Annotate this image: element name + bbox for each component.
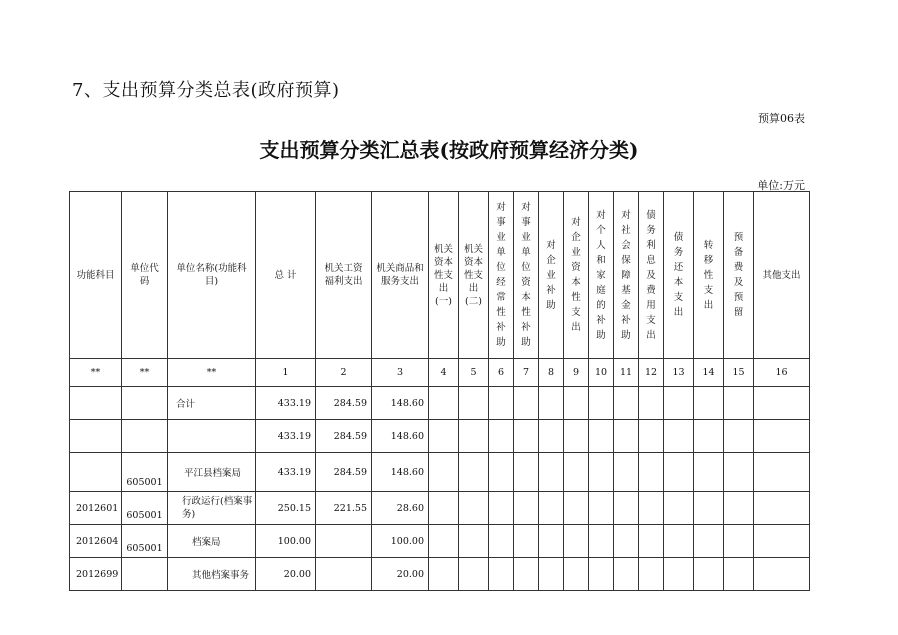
header-cell: 转移性支出 [694, 192, 724, 359]
unit-code [122, 558, 168, 591]
index-cell: 15 [724, 359, 754, 387]
index-cell: 11 [614, 359, 639, 387]
header-cell: 债务还本支出 [664, 192, 694, 359]
unit-name [168, 420, 256, 453]
header-cell: 债务利息及费用支出 [639, 192, 664, 359]
index-cell: 6 [489, 359, 514, 387]
index-cell: ** [122, 359, 168, 387]
function-code: 2012601 [70, 492, 122, 525]
header-cell: 其他支出 [754, 192, 810, 359]
total-value: 433.19 [256, 453, 316, 492]
unit-code: 605001 [122, 492, 168, 525]
table-row [70, 387, 810, 420]
index-cell: 7 [514, 359, 539, 387]
unit-name: 其他档案事务 [168, 558, 256, 591]
header-cell: 功能科目 [70, 192, 122, 359]
unit-name: 合计 [168, 387, 256, 420]
header-cell: 对个人和家庭的补助 [589, 192, 614, 359]
salary-value [316, 525, 372, 558]
header-cell: 机关资本性支出(二) [459, 192, 489, 359]
index-cell: 13 [664, 359, 694, 387]
header-cell: 对事业单位资本性补助 [514, 192, 539, 359]
header-cell: 单位名称(功能科目) [168, 192, 256, 359]
index-cell: 3 [372, 359, 429, 387]
header-cell: 预备费及预留 [724, 192, 754, 359]
unit-code [122, 387, 168, 420]
total-value: 100.00 [256, 525, 316, 558]
goods-services-value: 20.00 [372, 558, 429, 591]
index-cell: 12 [639, 359, 664, 387]
index-cell: 5 [459, 359, 489, 387]
goods-services-value: 100.00 [372, 525, 429, 558]
function-code [70, 453, 122, 492]
index-cell: 16 [754, 359, 810, 387]
index-cell: ** [168, 359, 256, 387]
total-value: 433.19 [256, 387, 316, 420]
index-cell: 1 [256, 359, 316, 387]
index-cell: 14 [694, 359, 724, 387]
index-row [70, 359, 810, 387]
unit-name: 平江县档案局 [168, 453, 256, 492]
table-row [70, 492, 810, 525]
table-row [70, 525, 810, 558]
table-title: 支出预算分类汇总表(按政府预算经济分类) [259, 138, 639, 162]
index-cell: 4 [429, 359, 459, 387]
unit-code [122, 420, 168, 453]
unit-code: 605001 [122, 453, 168, 492]
goods-services-value: 148.60 [372, 387, 429, 420]
table-row [70, 420, 810, 453]
goods-services-value: 28.60 [372, 492, 429, 525]
header-cell: 对企业资本性支出 [564, 192, 589, 359]
header-cell: 对企业补助 [539, 192, 564, 359]
unit-name: 行政运行(档案事务) [168, 492, 256, 525]
unit-code: 605001 [122, 525, 168, 558]
total-value: 250.15 [256, 492, 316, 525]
salary-value: 284.59 [316, 453, 372, 492]
index-cell: 2 [316, 359, 372, 387]
index-cell: 10 [589, 359, 614, 387]
unit-name: 档案局 [168, 525, 256, 558]
salary-value [316, 558, 372, 591]
salary-value: 284.59 [316, 387, 372, 420]
section-heading: 7、支出预算分类总表(政府预算) [72, 80, 340, 101]
goods-services-value: 148.60 [372, 453, 429, 492]
function-code [70, 387, 122, 420]
form-number: 预算06表 [758, 112, 805, 125]
header-row [70, 192, 810, 359]
total-value: 20.00 [256, 558, 316, 591]
index-cell: ** [70, 359, 122, 387]
goods-services-value: 148.60 [372, 420, 429, 453]
index-cell: 9 [564, 359, 589, 387]
salary-value: 284.59 [316, 420, 372, 453]
header-cell: 对社会保障基金补助 [614, 192, 639, 359]
table-row [70, 558, 810, 591]
function-code: 2012604 [70, 525, 122, 558]
salary-value: 221.55 [316, 492, 372, 525]
unit-label: 单位:万元 [757, 179, 805, 192]
header-cell: 总 计 [256, 192, 316, 359]
budget-table [69, 191, 810, 591]
header-cell: 机关商品和服务支出 [372, 192, 429, 359]
function-code [70, 420, 122, 453]
table-row [70, 453, 810, 492]
header-cell: 机关资本性支出(一) [429, 192, 459, 359]
total-value: 433.19 [256, 420, 316, 453]
index-cell: 8 [539, 359, 564, 387]
function-code: 2012699 [70, 558, 122, 591]
header-cell: 机关工资福利支出 [316, 192, 372, 359]
header-cell: 对事业单位经常性补助 [489, 192, 514, 359]
header-cell: 单位代码 [122, 192, 168, 359]
